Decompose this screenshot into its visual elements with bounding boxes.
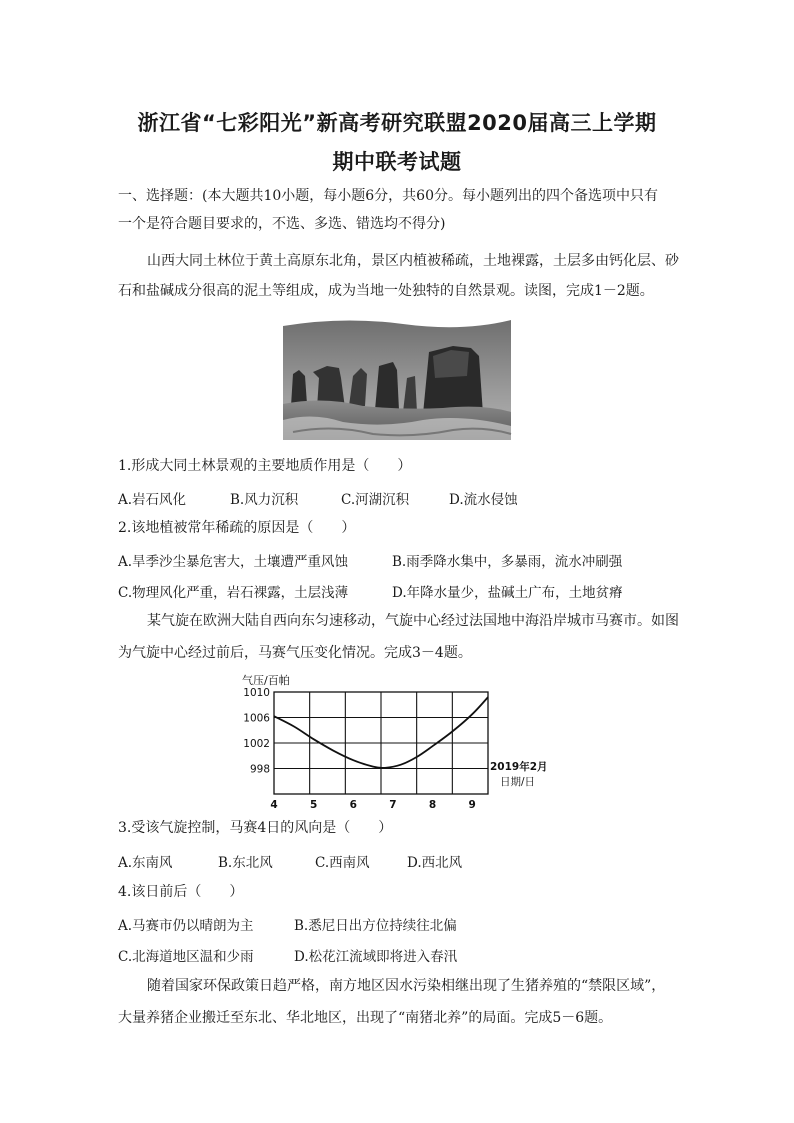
chart-x-tick-label: 5	[309, 799, 318, 811]
section-header-line-1: 一、选择题：(本大题共10小题，每小题6分，共60分。每小题列出的四个备选项中只有	[118, 188, 658, 204]
passage-3-line-1: 随着国家环保政策日趋严格，南方地区因水污染相继出现了生猪养殖的“禁限区域”，	[147, 978, 666, 994]
chart-y-tick-label: 1010	[243, 687, 270, 699]
question-2-option-a[interactable]: A.旱季沙尘暴危害大，土壤遭严重风蚀	[118, 554, 349, 570]
question-2-stem: 2.该地植被常年稀疏的原因是（ ）	[118, 520, 356, 536]
pressure-chart	[232, 672, 548, 812]
passage-1-line-1: 山西大同土林位于黄土高原东北角，景区内植被稀疏，土地裸露，土层多由钙化层、砂	[147, 253, 679, 269]
question-1-stem: 1.形成大同土林景观的主要地质作用是（ ）	[118, 458, 412, 474]
question-3-option-c[interactable]: C.西南风	[315, 855, 370, 871]
question-4-option-a[interactable]: A.马赛市仍以晴朗为主	[118, 918, 254, 934]
earth-forest-photo	[283, 316, 511, 440]
chart-x-axis-label: 日期/日	[500, 776, 536, 788]
chart-x-tick-label: 6	[349, 799, 357, 811]
chart-ticks	[243, 687, 476, 811]
passage-2-line-1: 某气旋在欧洲大陆自西向东匀速移动，气旋中心经过法国地中海沿岸城市马赛市。如图	[147, 613, 679, 629]
chart-y-axis-label: 气压/百帕	[242, 674, 290, 687]
question-4-option-b[interactable]: B.悉尼日出方位持续往北偏	[294, 918, 457, 934]
question-1-option-d[interactable]: D.流水侵蚀	[449, 492, 518, 508]
chart-x-tick-label: 8	[428, 799, 437, 811]
question-4-option-c[interactable]: C.北海道地区温和少雨	[118, 949, 254, 965]
passage-2-line-2: 为气旋中心经过前后，马赛气压变化情况。完成3－4题。	[118, 645, 472, 661]
chart-x-tick-label: 4	[270, 799, 278, 811]
chart-grid	[274, 692, 488, 794]
exam-title-line-1: 浙江省“七彩阳光”新高考研究联盟2020届高三上学期	[137, 111, 657, 135]
question-4-stem: 4.该日前后（ ）	[118, 884, 244, 900]
question-2-option-d[interactable]: D.年降水量少，盐碱土广布，土地贫瘠	[392, 585, 623, 601]
question-2-option-b[interactable]: B.雨季降水集中，多暴雨，流水冲刷强	[392, 554, 623, 570]
section-header-line-2: 一个是符合题目要求的，不选、多选、错选均不得分)	[118, 216, 446, 232]
chart-y-tick-label: 1002	[243, 738, 270, 750]
question-3-stem: 3.受该气旋控制，马赛4日的风向是（ ）	[118, 820, 393, 836]
question-1-option-b[interactable]: B.风力沉积	[230, 492, 299, 508]
question-1-option-a[interactable]: A.岩石风化	[118, 492, 187, 508]
question-3-option-d[interactable]: D.西北风	[407, 855, 463, 871]
passage-1-line-2: 石和盐碱成分很高的泥土等组成，成为当地一处独特的自然景观。读图，完成1－2题。	[118, 283, 654, 299]
chart-x-tick-label: 7	[389, 799, 397, 811]
question-3-option-a[interactable]: A.东南风	[118, 855, 173, 871]
exam-title-line-2: 期中联考试题	[332, 150, 462, 174]
chart-y-tick-label: 1006	[243, 712, 270, 725]
chart-x-tick-label: 9	[468, 799, 476, 811]
question-3-option-b[interactable]: B.东北风	[218, 855, 273, 871]
chart-y-tick-label: 998	[249, 763, 270, 776]
chart-x-note: 2019年2月	[490, 761, 548, 773]
question-2-option-c[interactable]: C.物理风化严重，岩石裸露，土层浅薄	[118, 585, 349, 601]
question-1-option-c[interactable]: C.河湖沉积	[341, 492, 410, 508]
passage-3-line-2: 大量养猪企业搬迁至东北、华北地区，出现了“南猪北养”的局面。完成5－6题。	[118, 1010, 613, 1026]
question-4-option-d[interactable]: D.松花江流域即将进入春汛	[294, 949, 458, 965]
